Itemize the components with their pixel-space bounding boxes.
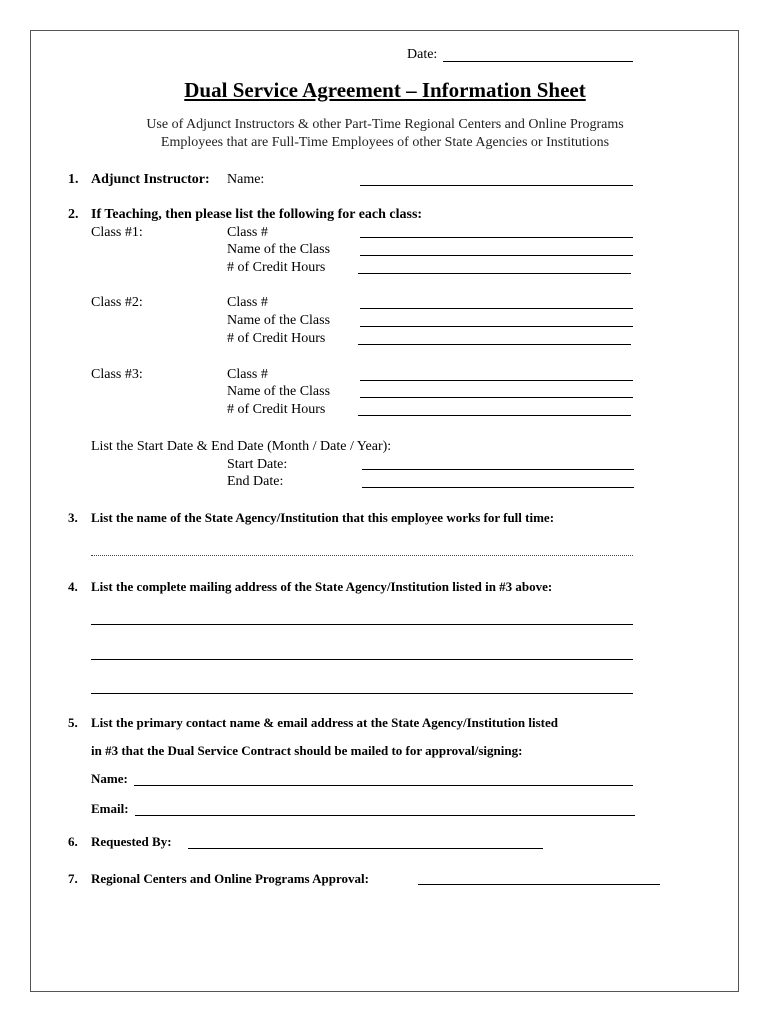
page-title: Dual Service Agreement – Information Sheet xyxy=(184,78,586,102)
item1-label: Adjunct Instructor: xyxy=(91,172,210,187)
contact-email-field[interactable] xyxy=(135,815,635,816)
class1-credits-label: # of Credit Hours xyxy=(227,260,326,275)
class2-name-field[interactable] xyxy=(360,326,633,327)
class3-number-label: Class # xyxy=(227,367,268,382)
class2-name-label: Name of the Class xyxy=(227,313,331,328)
class2-credits-label: # of Credit Hours xyxy=(227,331,326,346)
item1-number: 1. xyxy=(68,172,79,187)
item7-number: 7. xyxy=(68,871,78,886)
item2-number: 2. xyxy=(68,207,79,222)
item5-label-line-2: in #3 that the Dual Service Contract should be mailed to for approval/signing: xyxy=(91,743,523,758)
end-date-label: End Date: xyxy=(227,474,284,489)
class2-heading: Class #2: xyxy=(91,295,143,310)
item4-number: 4. xyxy=(68,579,78,594)
dates-label: List the Start Date & End Date (Month / Date / Year): xyxy=(91,439,392,454)
item3-label: List the name of the State Agency/Institution that this employee works for full time: xyxy=(91,510,555,525)
class1-name-label: Name of the Class xyxy=(227,242,331,257)
start-date-field[interactable] xyxy=(362,469,634,470)
subtitle-line-1: Use of Adjunct Instructors & other Part-Time Regional Centers and Online Programs xyxy=(146,117,624,132)
item5-number: 5. xyxy=(68,715,78,730)
class3-credits-field[interactable] xyxy=(358,415,631,416)
item4-label: List the complete mailing address of the State Agency/Institution listed in #3 above: xyxy=(91,579,553,594)
item5-label-line-1: List the primary contact name & email address at the State Agency/Institution listed xyxy=(91,715,559,730)
class1-number-label: Class # xyxy=(227,225,268,240)
requested-by-label: Requested By: xyxy=(91,834,172,849)
address-line-3-field[interactable] xyxy=(91,693,633,694)
approval-label: Regional Centers and Online Programs Approval: xyxy=(91,871,369,886)
end-date-field[interactable] xyxy=(362,487,634,488)
class1-number-field[interactable] xyxy=(360,237,633,238)
class3-name-field[interactable] xyxy=(360,397,633,398)
agency-name-field[interactable] xyxy=(91,555,633,556)
class3-name-label: Name of the Class xyxy=(227,384,331,399)
start-date-label: Start Date: xyxy=(227,457,288,472)
contact-name-field[interactable] xyxy=(134,785,633,786)
adjunct-name-field[interactable] xyxy=(360,185,633,186)
class1-credits-field[interactable] xyxy=(358,273,631,274)
item2-label: If Teaching, then please list the following for each class: xyxy=(91,207,423,222)
item3-number: 3. xyxy=(68,510,78,525)
address-line-2-field[interactable] xyxy=(91,659,633,660)
date-label: Date: xyxy=(407,47,438,62)
contact-name-label: Name: xyxy=(91,771,128,786)
date-field[interactable] xyxy=(443,61,633,62)
class1-heading: Class #1: xyxy=(91,225,143,240)
requested-by-field[interactable] xyxy=(188,848,543,849)
item6-number: 6. xyxy=(68,834,78,849)
subtitle-line-2: Employees that are Full-Time Employees of other State Agencies or Institutions xyxy=(160,135,610,150)
class3-number-field[interactable] xyxy=(360,380,633,381)
class2-credits-field[interactable] xyxy=(358,344,631,345)
approval-field[interactable] xyxy=(418,884,660,885)
contact-email-label: Email: xyxy=(91,801,129,816)
class2-number-field[interactable] xyxy=(360,308,633,309)
class3-credits-label: # of Credit Hours xyxy=(227,402,326,417)
class1-name-field[interactable] xyxy=(360,255,633,256)
class3-heading: Class #3: xyxy=(91,367,143,382)
item1-name-label: Name: xyxy=(227,172,265,187)
address-line-1-field[interactable] xyxy=(91,624,633,625)
class2-number-label: Class # xyxy=(227,295,268,310)
